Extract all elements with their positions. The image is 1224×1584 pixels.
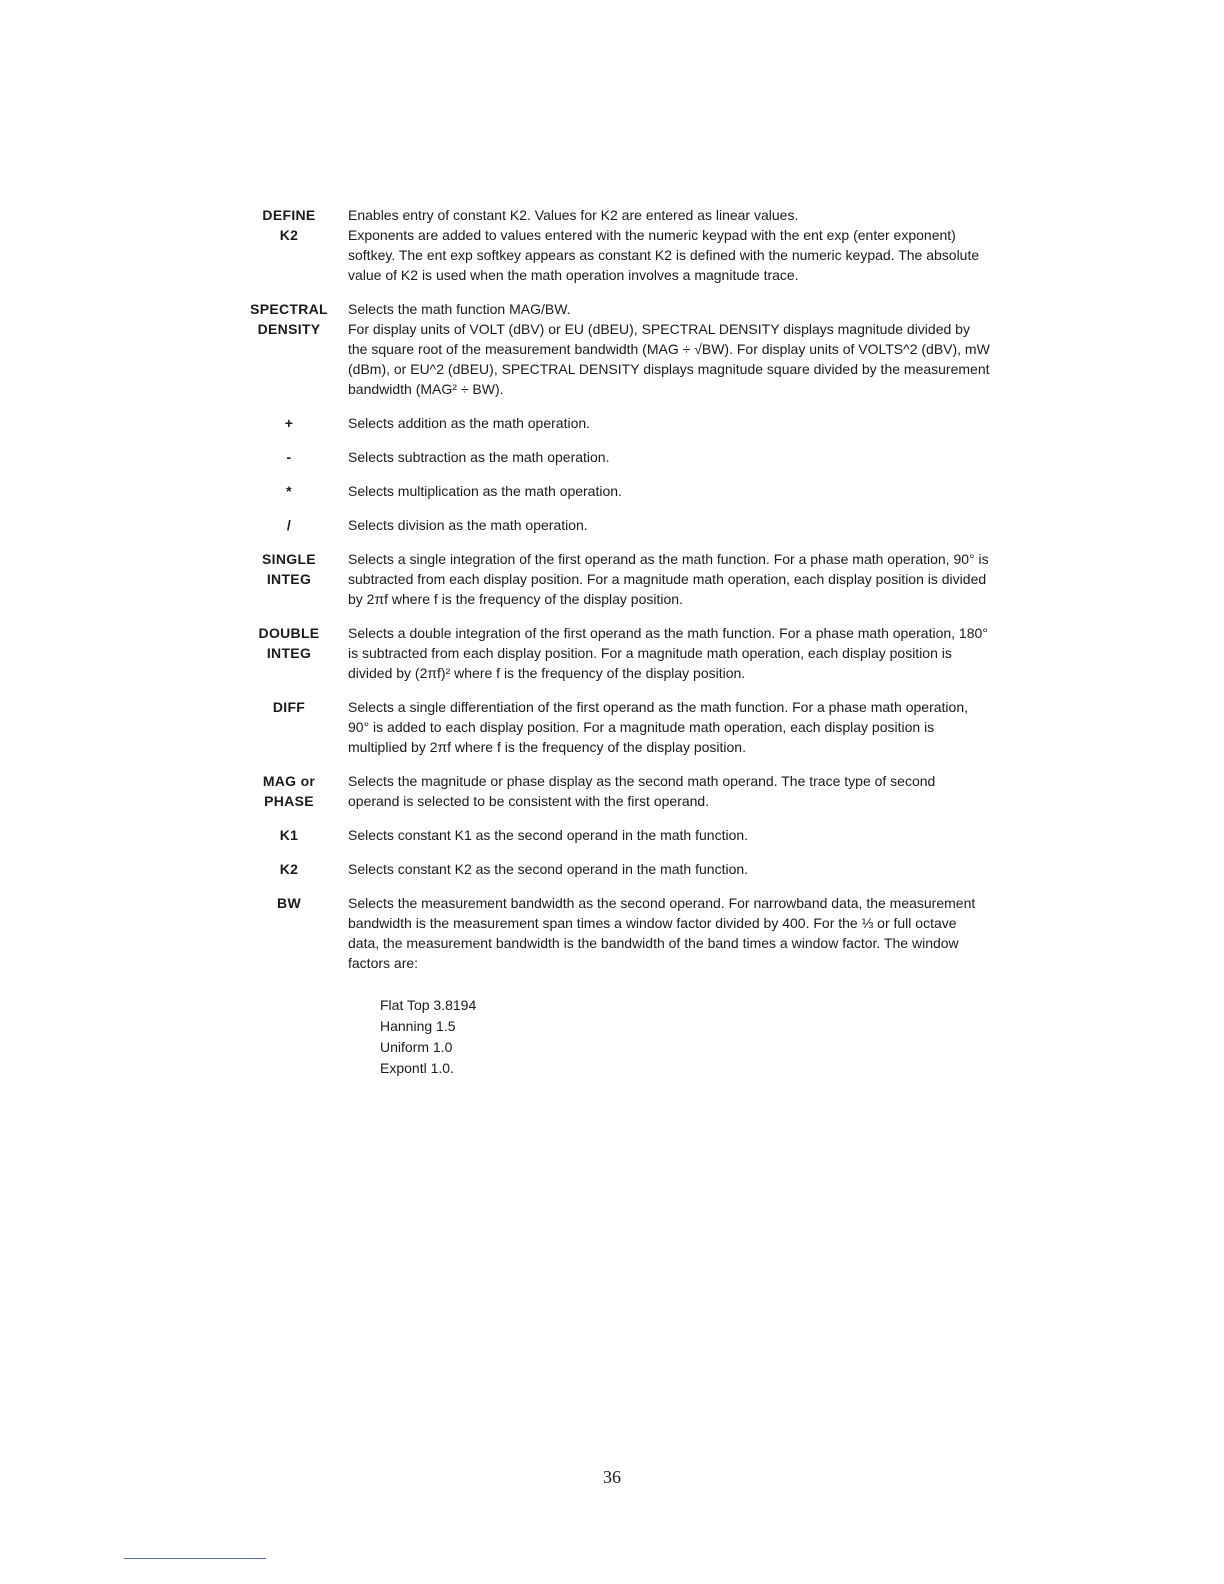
softkey-label: - — [286, 449, 292, 465]
entry-k2 — [250, 859, 990, 879]
softkey-label: + — [284, 415, 294, 431]
softkey-description: Selects a single differentiation of the first operand as the math function. For a phase math operation, 90° is added to each display position. For a magnitude math operation, each display position is multiplied by 2πf where f is the frequency of the display position. — [348, 699, 968, 755]
entry-double-integ — [250, 623, 990, 683]
softkey-label: BW — [277, 895, 301, 911]
entry-spectral-density — [250, 299, 990, 399]
window-factors-list — [380, 995, 990, 1079]
softkey-label: K2 — [279, 861, 299, 877]
window-factor: Hanning 1.5 — [380, 1018, 456, 1034]
softkey-label: MAG or PHASE — [262, 773, 316, 809]
window-factor: Uniform 1.0 — [380, 1039, 453, 1055]
entry-mag-or-phase — [250, 771, 990, 811]
entry-subtraction — [250, 447, 990, 467]
softkey-label: SINGLE INTEG — [262, 551, 316, 587]
softkey-label: / — [286, 517, 292, 533]
entry-bw — [250, 893, 990, 1079]
softkey-label: DEFINE K2 — [262, 207, 316, 243]
softkey-label: * — [286, 483, 292, 499]
softkey-description: Selects subtraction as the math operation. — [348, 449, 610, 465]
softkey-label: DOUBLE INTEG — [258, 625, 320, 661]
softkey-description: Selects the measurement bandwidth as the second operand. For narrowband data, the measurement bandwidth is the measurement span times a window factor divided by 400. For the ⅓ or full octave data, the measurement bandwidth is the bandwidth of the band times a window factor. The window factors are: Flat Top 3.8194 Hanning 1.5 Uniform 1.0 Expontl 1.0. — [348, 893, 990, 1079]
softkey-description: Selects division as the math operation. — [348, 517, 588, 533]
entry-division — [250, 515, 990, 535]
entry-single-integ — [250, 549, 990, 609]
softkey-description: Selects the math function MAG/BW. For display units of VOLT (dBV) or EU (dBEU), SPECTRAL DENSITY displays magnitude divided by the square root of the measurement bandwidth (MAG ÷ √BW). For display units of VOLTS^2 (dBV), mW (dBm), or EU^2 (dBEU), SPECTRAL DENSITY displays magnitude square divided by the measurement bandwidth (MAG² ÷ BW). — [348, 301, 990, 397]
softkey-description: Selects a single integration of the first operand as the math function. For a phase math operation, 90° is subtracted from each display position. For a magnitude math operation, each display position is divided by 2πf where f is the frequency of the display position. — [348, 551, 989, 607]
entry-define-k2 — [250, 205, 990, 285]
softkey-label: K1 — [279, 827, 299, 843]
window-factor: Expontl 1.0. — [380, 1060, 454, 1076]
softkey-description: Selects a double integration of the first operand as the math function. For a phase math operation, 180° is subtracted from each display position. For a magnitude math operation, each display position is divided by (2πf)² where f is the frequency of the display position. — [348, 625, 988, 681]
softkey-definitions — [250, 205, 990, 1093]
page-number: 36 — [603, 1467, 621, 1487]
softkey-description: Selects multiplication as the math operation. — [348, 483, 622, 499]
entry-addition — [250, 413, 990, 433]
softkey-description: Selects constant K2 as the second operand in the math function. — [348, 861, 749, 877]
entry-multiplication — [250, 481, 990, 501]
softkey-description: Selects addition as the math operation. — [348, 415, 591, 431]
softkey-label: DIFF — [272, 699, 306, 715]
softkey-description: Selects the magnitude or phase display as the second math operand. The trace type of second operand is selected to be consistent with the first operand. — [348, 773, 936, 809]
entry-diff — [250, 697, 990, 757]
softkey-label: SPECTRAL DENSITY — [250, 301, 328, 337]
footnote-rule — [124, 1558, 266, 1559]
entry-k1 — [250, 825, 990, 845]
window-factor: Flat Top 3.8194 — [380, 997, 477, 1013]
softkey-description: Selects constant K1 as the second operand in the math function. — [348, 827, 749, 843]
softkey-description: Enables entry of constant K2. Values for K2 are entered as linear values. Exponents are added to values entered with the numeric keypad with the ent exp (enter exponent) softkey. The ent exp softkey appears as constant K2 is defined with the numeric keypad. The absolute value of K2 is used when the math operation involves a magnitude trace. — [348, 207, 980, 283]
